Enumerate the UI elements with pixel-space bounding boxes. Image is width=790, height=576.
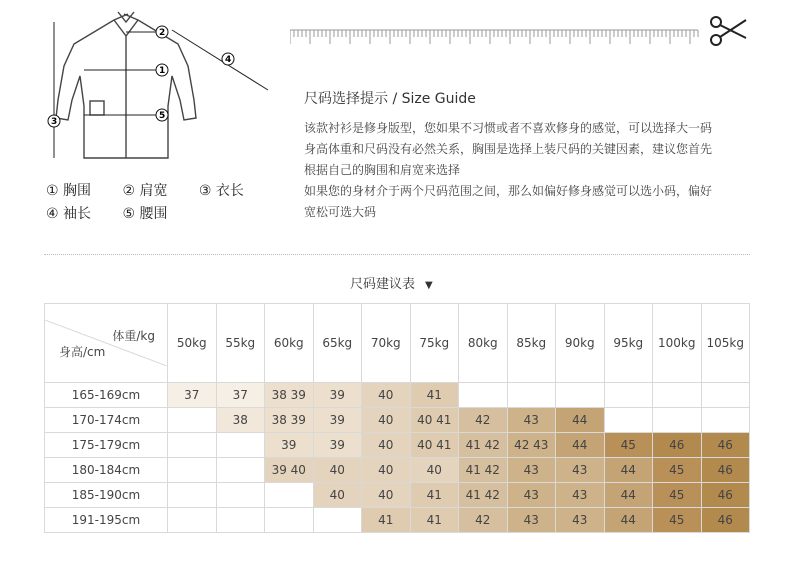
size-cell: [604, 407, 653, 432]
size-cell: 38: [216, 407, 265, 432]
table-row: [45, 407, 750, 432]
svg-text:2: 2: [159, 28, 166, 38]
size-cell: 41 42: [459, 482, 508, 507]
size-cell: 42: [459, 407, 508, 432]
size-cell: 46: [701, 507, 750, 532]
size-cell: 43: [507, 482, 556, 507]
height-axis-label: 身高/cm: [59, 344, 106, 359]
size-cell: 46: [701, 432, 750, 457]
size-cell: 39: [313, 382, 362, 407]
height-row-header: 165-169cm: [45, 382, 168, 407]
size-cell: [653, 382, 702, 407]
size-cell: 43: [507, 407, 556, 432]
weight-header-cell: 100kg: [653, 304, 702, 383]
size-cell: 46: [701, 457, 750, 482]
svg-text:1: 1: [159, 66, 166, 76]
size-cell: 41: [410, 507, 459, 532]
table-row: [45, 507, 750, 532]
legend-chest: ① 胸围: [46, 183, 92, 199]
tape-measure-decoration: [290, 10, 750, 55]
dropdown-arrow-icon: ▼: [425, 280, 433, 291]
scissors-icon: [711, 17, 746, 45]
weight-header-cell: 95kg: [604, 304, 653, 383]
size-table-title-text: 尺码建议表: [350, 277, 416, 292]
size-cell: 39: [313, 407, 362, 432]
size-cell: 46: [653, 432, 702, 457]
size-cell: [168, 482, 217, 507]
size-cell: 45: [653, 507, 702, 532]
size-cell: [216, 482, 265, 507]
size-cell: 37: [216, 382, 265, 407]
size-cell: 40 41: [410, 407, 459, 432]
svg-text:3: 3: [51, 117, 58, 127]
table-row: [45, 382, 750, 407]
size-cell: 38 39: [265, 407, 314, 432]
size-cell: 42 43: [507, 432, 556, 457]
size-cell: [604, 382, 653, 407]
guide-line-2: 身高体重和尺码没有必然关系，胸围是选择上装尺码的关键因素，建议您首先: [304, 142, 713, 156]
size-cell: 45: [653, 457, 702, 482]
weight-header-cell: 90kg: [556, 304, 605, 383]
height-row-header: 185-190cm: [45, 482, 168, 507]
size-cell: 44: [604, 482, 653, 507]
size-cell: 40: [362, 482, 411, 507]
legend-waist: ⑤ 腰围: [122, 206, 168, 222]
size-cell: [265, 507, 314, 532]
size-cell: [216, 457, 265, 482]
measurement-legend-row-1: [46, 180, 244, 200]
size-cell: [701, 382, 750, 407]
size-cell: 41 42: [459, 432, 508, 457]
size-cell: 39 40: [265, 457, 314, 482]
size-cell: 41: [410, 482, 459, 507]
size-cell: 43: [556, 457, 605, 482]
weight-header-cell: 80kg: [459, 304, 508, 383]
size-cell: [507, 382, 556, 407]
height-row-header: 170-174cm: [45, 407, 168, 432]
table-row: [45, 457, 750, 482]
size-cell: 40: [410, 457, 459, 482]
size-cell: [216, 432, 265, 457]
height-row-header: 191-195cm: [45, 507, 168, 532]
size-cell: 39: [313, 432, 362, 457]
size-cell: 39: [265, 432, 314, 457]
weight-header-cell: 55kg: [216, 304, 265, 383]
size-cell: [168, 407, 217, 432]
size-cell: [168, 507, 217, 532]
size-cell: 43: [507, 507, 556, 532]
size-cell: [556, 382, 605, 407]
size-cell: 40: [313, 457, 362, 482]
size-cell: 44: [556, 407, 605, 432]
size-cell: [216, 507, 265, 532]
size-cell: 40: [362, 432, 411, 457]
size-cell: 45: [604, 432, 653, 457]
legend-shoulder: ② 肩宽: [122, 183, 168, 199]
size-cell: 40 41: [410, 432, 459, 457]
size-cell: 43: [507, 457, 556, 482]
guide-line-5: 宽松可选大码: [304, 205, 377, 219]
size-recommendation-table: [44, 303, 750, 533]
size-cell: [313, 507, 362, 532]
height-row-header: 175-179cm: [45, 432, 168, 457]
weight-header-cell: 75kg: [410, 304, 459, 383]
weight-header-cell: 60kg: [265, 304, 314, 383]
size-cell: 41 42: [459, 457, 508, 482]
weight-header-cell: 50kg: [168, 304, 217, 383]
size-cell: 40: [362, 457, 411, 482]
size-cell: 43: [556, 482, 605, 507]
height-row-header: 180-184cm: [45, 457, 168, 482]
size-cell: 40: [362, 407, 411, 432]
size-cell: 42: [459, 507, 508, 532]
size-cell: 45: [653, 482, 702, 507]
table-corner-cell: [45, 304, 168, 383]
size-guide-title: 尺码选择提示 / Size Guide: [304, 91, 476, 107]
weight-header-cell: 85kg: [507, 304, 556, 383]
weight-header-cell: 70kg: [362, 304, 411, 383]
weight-axis-label: 体重/kg: [112, 328, 155, 343]
shirt-measurement-diagram: [40, 6, 280, 166]
size-cell: 40: [362, 382, 411, 407]
guide-line-1: 该款衬衫是修身版型，您如果不习惯或者不喜欢修身的感觉，可以选择大一码: [304, 121, 713, 135]
size-cell: [168, 457, 217, 482]
size-cell: 41: [410, 382, 459, 407]
size-cell: 44: [604, 457, 653, 482]
size-cell: 41: [362, 507, 411, 532]
size-cell: 44: [604, 507, 653, 532]
table-row: [45, 482, 750, 507]
size-cell: [459, 382, 508, 407]
size-cell: 37: [168, 382, 217, 407]
size-cell: 46: [701, 482, 750, 507]
table-row: [45, 432, 750, 457]
size-cell: 43: [556, 507, 605, 532]
size-cell: [265, 482, 314, 507]
size-cell: 38 39: [265, 382, 314, 407]
size-cell: 40: [313, 482, 362, 507]
legend-length: ③ 衣长: [198, 183, 244, 199]
measurement-legend-row-2: [46, 203, 167, 223]
guide-line-4: 如果您的身材介于两个尺码范围之间，那么如偏好修身感觉可以选小码，偏好: [304, 184, 713, 198]
guide-line-3: 根据自己的胸围和肩宽来选择: [304, 163, 461, 177]
size-cell: [653, 407, 702, 432]
weight-header-cell: 105kg: [701, 304, 750, 383]
size-cell: [701, 407, 750, 432]
svg-text:4: 4: [225, 55, 232, 65]
size-cell: 44: [556, 432, 605, 457]
table-header-row: [45, 304, 750, 383]
weight-header-cell: 65kg: [313, 304, 362, 383]
legend-sleeve: ④ 袖长: [46, 206, 92, 222]
size-table-title: [350, 273, 433, 292]
section-divider: [44, 254, 750, 255]
size-cell: [168, 432, 217, 457]
svg-text:5: 5: [159, 111, 166, 121]
